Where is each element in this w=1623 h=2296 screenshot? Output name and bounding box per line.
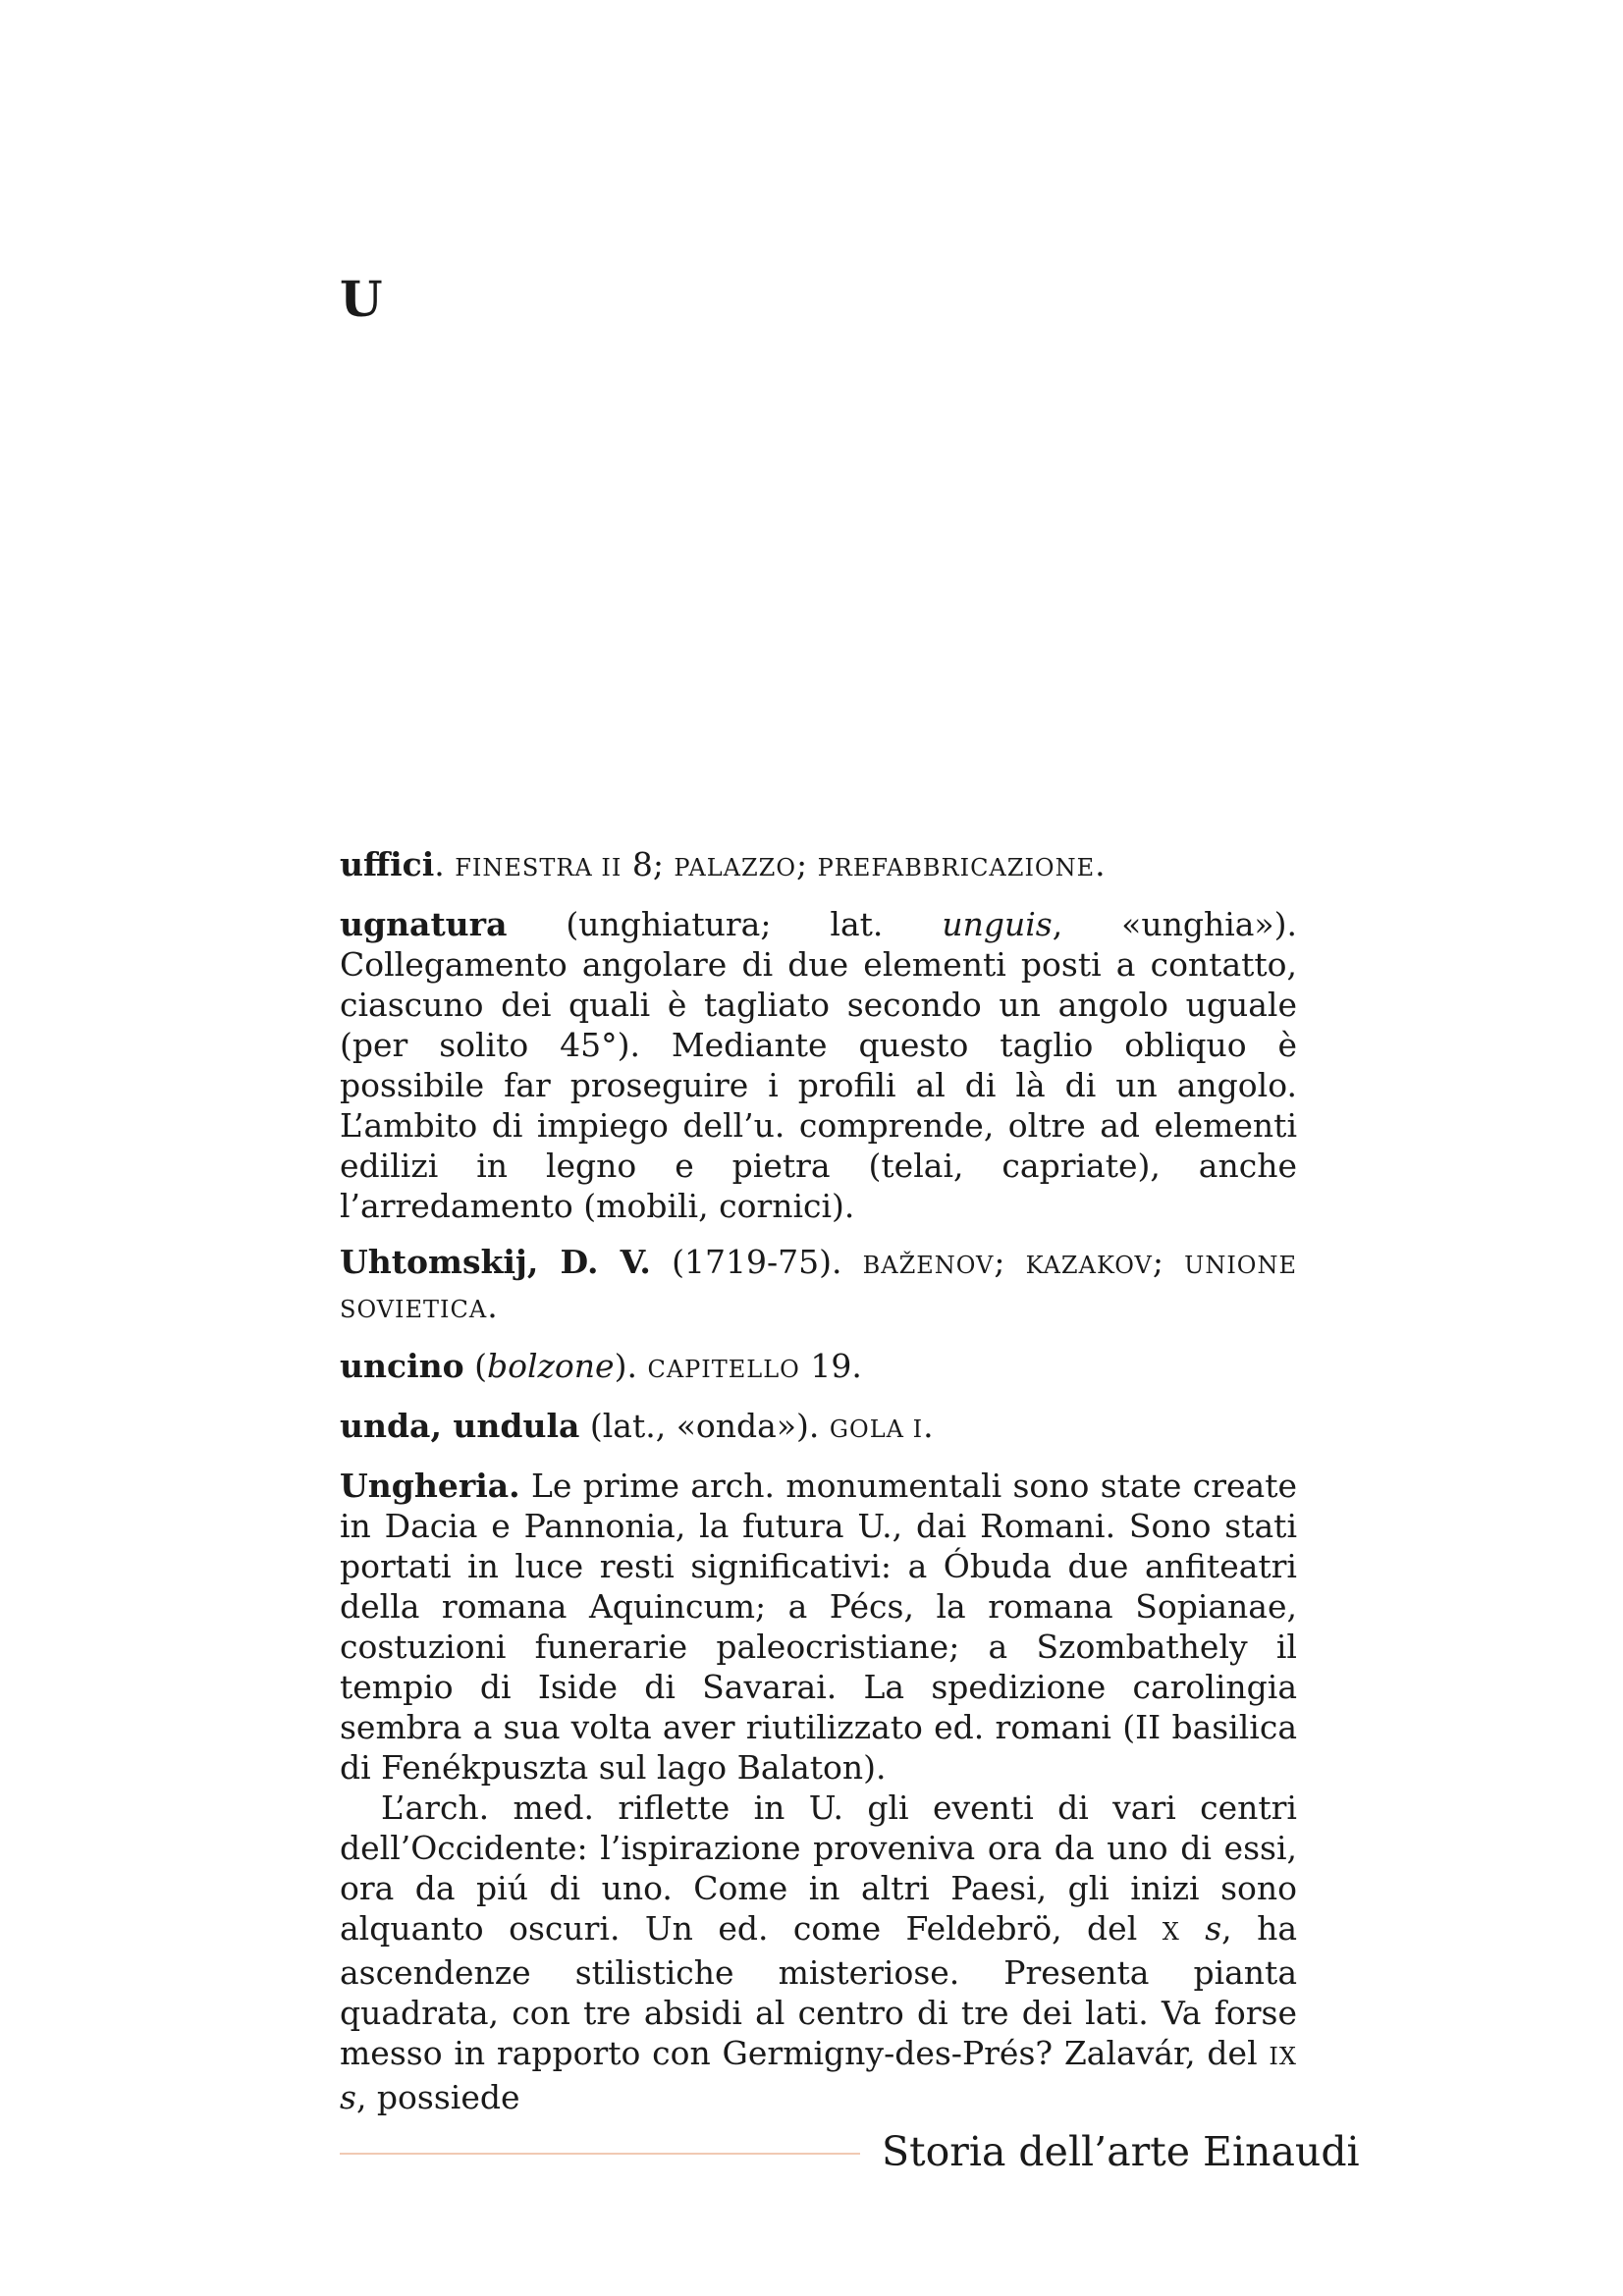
- entry-text: unguis: [942, 905, 1053, 943]
- entry-paragraph: [340, 904, 1297, 1226]
- entry-text: [1180, 1909, 1205, 1948]
- cross-reference: IX: [1269, 2043, 1297, 2070]
- cross-reference: KAZAKOV: [1025, 1252, 1153, 1279]
- dictionary-entry: [340, 844, 1297, 888]
- entry-paragraph: [340, 1242, 1297, 1330]
- entry-text: ;: [796, 845, 818, 883]
- cross-reference: UNIONE SOVIETICA: [340, 1252, 1297, 1323]
- entry-paragraph: [340, 1466, 1297, 1788]
- entry-headword: Ungheria.: [340, 1467, 520, 1505]
- entry-headword: ugnatura: [340, 905, 508, 943]
- entry-text: (lat., «onda»).: [579, 1407, 830, 1445]
- cross-reference: PALAZZO: [674, 854, 796, 881]
- cross-reference: FINESTRA II: [455, 854, 622, 881]
- entry-text: , ha ascendenze stilistiche misteriose. Presenta pianta quadrata, con tre absidi al centro di tre dei lati. Va forse messo in rapporto con Germigny-des-Prés? Zalavár, del: [340, 1909, 1297, 2072]
- entry-text: 8;: [622, 845, 675, 883]
- dictionary-entry: [340, 1406, 1297, 1450]
- entry-paragraph: [340, 1346, 1297, 1390]
- entry-text: s: [1205, 1909, 1222, 1948]
- dictionary-entry: [340, 1242, 1297, 1330]
- entry-text: (1719-75).: [650, 1243, 863, 1281]
- entry-text: ).: [614, 1347, 648, 1385]
- entry-headword: unda, undula: [340, 1407, 580, 1445]
- cross-reference: X: [1162, 1918, 1180, 1946]
- section-letter: U: [340, 270, 383, 328]
- cross-reference: GOLA I: [829, 1415, 924, 1443]
- entry-text: (: [463, 1347, 487, 1385]
- footer-rule: [340, 2153, 860, 2155]
- entry-headword: uffici: [340, 845, 435, 883]
- entry-text: .: [434, 845, 456, 883]
- entry-text: s: [340, 2078, 356, 2116]
- entry-paragraph: [340, 1788, 1297, 2117]
- entry-text: Le prime arch. monumentali sono state create in Dacia e Pannonia, la futura U., dai Romani. Sono stati portati in luce resti significativi: a Óbuda due anfiteatri della romana Aquincum; a Pécs, la romana Sopianae, costuzioni funerarie paleocristiane; a Szombathely il tempio di Iside di Savarai. La spedizione carolingia sembra a sua volta aver riutilizzato ed. romani (II basilica di Fenékpuszta sul lago Balaton).: [340, 1467, 1297, 1787]
- cross-reference: CAPITELLO: [647, 1356, 800, 1383]
- entry-paragraph: [340, 844, 1297, 888]
- entry-text: , «unghia»). Collegamento angolare di due elementi posti a contatto, ciascuno dei quali è tagliato secondo un angolo uguale (per solito 45°). Mediante questo taglio obliquo è possibile far proseguire i profili al di là di un angolo. L’ambito di impiego dell’u. comprende, oltre ad elementi edilizi in legno e pietra (telai, capriate), anche l’arredamento (mobili, cornici).: [340, 905, 1297, 1225]
- cross-reference: BAŽENOV: [862, 1252, 995, 1279]
- dictionary-entry: [340, 904, 1297, 1226]
- dictionary-body: [340, 844, 1297, 2133]
- cross-reference: PREFABBRICAZIONE: [817, 854, 1096, 881]
- entry-headword: uncino: [340, 1347, 464, 1385]
- dictionary-entry: [340, 1346, 1297, 1390]
- footer-title: Storia dell’arte Einaudi: [882, 2128, 1360, 2175]
- entry-text: bolzone: [487, 1347, 615, 1385]
- entry-text: ;: [1152, 1243, 1185, 1281]
- entry-text: ;: [994, 1243, 1026, 1281]
- entry-text: , possiede: [355, 2078, 520, 2116]
- dictionary-entry: [340, 1466, 1297, 2117]
- entry-text: (unghiatura; lat.: [507, 905, 943, 943]
- entry-text: .: [923, 1407, 934, 1445]
- entry-text: L’arch. med. riflette in U. gli eventi di vari centri dell’Occidente: l’ispirazione proveniva ora da uno di essi, ora da piú di uno. Come in altri Paesi, gli inizi sono alquanto oscuri. Un ed. come Feldebrö, del: [340, 1789, 1297, 1948]
- entry-paragraph: [340, 1406, 1297, 1450]
- entry-text: .: [487, 1287, 498, 1325]
- entry-headword: Uhtomskij, D. V.: [340, 1243, 651, 1281]
- entry-text: .: [1095, 845, 1106, 883]
- entry-text: 19.: [799, 1347, 862, 1385]
